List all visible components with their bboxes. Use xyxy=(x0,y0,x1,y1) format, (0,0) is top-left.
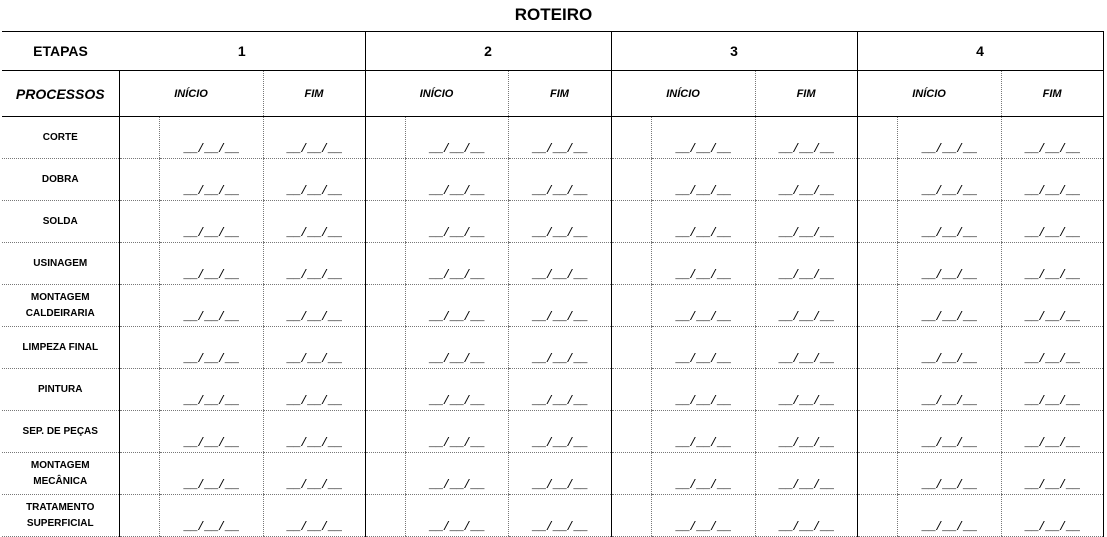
end-date-field[interactable]: __/__/__ xyxy=(263,243,365,285)
stage-1-header: 1 xyxy=(119,32,365,71)
start-date-field[interactable]: __/__/__ xyxy=(897,201,1001,243)
process-name xyxy=(2,495,119,537)
stage-spacer-cell xyxy=(119,285,159,327)
end-date-field[interactable]: __/__/__ xyxy=(755,243,857,285)
start-date-field[interactable]: __/__/__ xyxy=(159,411,263,453)
stage-spacer-cell xyxy=(119,243,159,285)
end-date-field[interactable]: __/__/__ xyxy=(263,453,365,495)
start-date-field[interactable]: __/__/__ xyxy=(405,285,508,327)
end-date-field[interactable]: __/__/__ xyxy=(755,369,857,411)
process-name-line: SOLDA xyxy=(42,215,78,227)
stage-spacer-cell xyxy=(857,117,897,159)
stage-spacer-cell xyxy=(611,159,651,201)
start-date-field[interactable]: __/__/__ xyxy=(651,495,755,537)
process-name-line: MONTAGEM xyxy=(30,459,90,471)
start-date-field[interactable]: __/__/__ xyxy=(159,159,263,201)
stage-spacer-cell xyxy=(365,453,405,495)
end-date-field[interactable]: __/__/__ xyxy=(755,411,857,453)
stage-spacer-cell xyxy=(611,495,651,537)
end-date-field[interactable]: __/__/__ xyxy=(755,495,857,537)
process-row xyxy=(2,453,1103,495)
stage-spacer-cell xyxy=(611,243,651,285)
start-date-field[interactable]: __/__/__ xyxy=(897,495,1001,537)
stage-1-end-header: FIM xyxy=(263,71,365,117)
process-name-line: DOBRA xyxy=(41,173,79,185)
process-name xyxy=(2,201,119,243)
stage-2-header: 2 xyxy=(365,32,611,71)
stage-spacer-cell xyxy=(365,411,405,453)
stage-spacer-cell xyxy=(119,117,159,159)
start-date-field[interactable]: __/__/__ xyxy=(405,369,508,411)
start-date-field[interactable]: __/__/__ xyxy=(651,285,755,327)
start-date-field[interactable]: __/__/__ xyxy=(405,159,508,201)
stage-spacer-cell xyxy=(365,201,405,243)
end-date-field[interactable]: __/__/__ xyxy=(1001,327,1103,369)
start-date-field[interactable]: __/__/__ xyxy=(159,453,263,495)
end-date-field[interactable]: __/__/__ xyxy=(263,411,365,453)
process-row xyxy=(2,117,1103,159)
start-date-field[interactable]: __/__/__ xyxy=(405,453,508,495)
process-row xyxy=(2,369,1103,411)
start-date-field[interactable]: __/__/__ xyxy=(405,117,508,159)
end-date-field[interactable]: __/__/__ xyxy=(755,159,857,201)
stage-spacer-cell xyxy=(611,453,651,495)
end-date-field[interactable]: __/__/__ xyxy=(508,117,611,159)
start-date-field[interactable]: __/__/__ xyxy=(651,201,755,243)
stage-spacer-cell xyxy=(611,117,651,159)
end-date-field[interactable]: __/__/__ xyxy=(263,327,365,369)
end-date-field[interactable]: __/__/__ xyxy=(263,159,365,201)
process-name-line: MONTAGEM xyxy=(30,291,90,303)
end-date-field[interactable]: __/__/__ xyxy=(1001,453,1103,495)
stage-4-header: 4 xyxy=(857,32,1103,71)
stage-spacer-cell xyxy=(119,159,159,201)
stage-spacer-cell xyxy=(857,495,897,537)
start-date-field[interactable]: __/__/__ xyxy=(159,495,263,537)
process-name xyxy=(2,117,119,159)
process-name xyxy=(2,327,119,369)
stage-spacer-cell xyxy=(857,327,897,369)
start-date-field[interactable]: __/__/__ xyxy=(159,243,263,285)
process-name-line: MECÂNICA xyxy=(33,475,88,487)
stage-spacer-cell xyxy=(119,453,159,495)
end-date-field[interactable]: __/__/__ xyxy=(755,201,857,243)
stage-1-start-header: INÍCIO xyxy=(119,71,263,117)
start-date-field[interactable]: __/__/__ xyxy=(897,159,1001,201)
start-date-field[interactable]: __/__/__ xyxy=(159,327,263,369)
stage-spacer-cell xyxy=(857,201,897,243)
process-name-line: LIMPEZA FINAL xyxy=(22,341,99,353)
stage-spacer-cell xyxy=(119,369,159,411)
stage-spacer-cell xyxy=(365,285,405,327)
stage-spacer-cell xyxy=(611,411,651,453)
end-date-field[interactable]: __/__/__ xyxy=(1001,411,1103,453)
end-date-field[interactable]: __/__/__ xyxy=(755,327,857,369)
start-date-field[interactable]: __/__/__ xyxy=(651,117,755,159)
end-date-field[interactable]: __/__/__ xyxy=(1001,117,1103,159)
process-row xyxy=(2,159,1103,201)
stage-spacer-cell xyxy=(119,327,159,369)
process-name xyxy=(2,159,119,201)
process-name xyxy=(2,369,119,411)
start-date-field[interactable]: __/__/__ xyxy=(159,369,263,411)
process-name-line: CORTE xyxy=(42,131,78,143)
stage-spacer-cell xyxy=(611,201,651,243)
process-name-line: CALDEIRARIA xyxy=(25,307,95,319)
start-date-field[interactable]: __/__/__ xyxy=(159,285,263,327)
start-date-field[interactable]: __/__/__ xyxy=(897,411,1001,453)
stage-spacer-cell xyxy=(857,411,897,453)
start-date-field[interactable]: __/__/__ xyxy=(897,117,1001,159)
process-name xyxy=(2,243,119,285)
end-date-field[interactable]: __/__/__ xyxy=(508,411,611,453)
start-date-field[interactable]: __/__/__ xyxy=(159,117,263,159)
process-name xyxy=(2,285,119,327)
end-date-field[interactable]: __/__/__ xyxy=(263,285,365,327)
process-name xyxy=(2,453,119,495)
start-date-field[interactable]: __/__/__ xyxy=(897,285,1001,327)
page-title: ROTEIRO xyxy=(514,5,593,24)
etapas-row xyxy=(2,32,1103,71)
end-date-field[interactable]: __/__/__ xyxy=(508,327,611,369)
stage-spacer-cell xyxy=(365,369,405,411)
stage-spacer-cell xyxy=(611,327,651,369)
stage-spacer-cell xyxy=(611,369,651,411)
stage-3-end-header: FIM xyxy=(755,71,857,117)
stage-4-start-header: INÍCIO xyxy=(857,71,1001,117)
process-row xyxy=(2,411,1103,453)
process-row xyxy=(2,495,1103,537)
end-date-field[interactable]: __/__/__ xyxy=(1001,201,1103,243)
start-date-field[interactable]: __/__/__ xyxy=(405,495,508,537)
end-date-field[interactable]: __/__/__ xyxy=(508,369,611,411)
end-date-field[interactable]: __/__/__ xyxy=(263,369,365,411)
end-date-field[interactable]: __/__/__ xyxy=(1001,495,1103,537)
end-date-field[interactable]: __/__/__ xyxy=(755,117,857,159)
stage-3-start-header: INÍCIO xyxy=(611,71,755,117)
stage-spacer-cell xyxy=(857,159,897,201)
start-date-field[interactable]: __/__/__ xyxy=(897,369,1001,411)
end-date-field[interactable]: __/__/__ xyxy=(1001,369,1103,411)
process-row xyxy=(2,327,1103,369)
start-date-field[interactable]: __/__/__ xyxy=(897,453,1001,495)
stage-spacer-cell xyxy=(365,243,405,285)
stage-spacer-cell xyxy=(365,495,405,537)
stage-spacer-cell xyxy=(365,159,405,201)
stage-spacer-cell xyxy=(119,495,159,537)
process-name-line: USINAGEM xyxy=(33,257,88,269)
process-row xyxy=(2,285,1103,327)
process-name-line: TRATAMENTO xyxy=(26,501,95,513)
process-name-line: PINTURA xyxy=(38,383,83,395)
start-date-field[interactable]: __/__/__ xyxy=(159,201,263,243)
start-date-field[interactable]: __/__/__ xyxy=(405,243,508,285)
end-date-field[interactable]: __/__/__ xyxy=(508,495,611,537)
end-date-field[interactable]: __/__/__ xyxy=(508,201,611,243)
stage-spacer-cell xyxy=(119,411,159,453)
process-row xyxy=(2,243,1103,285)
stage-spacer-cell xyxy=(119,201,159,243)
processos-label: PROCESSOS xyxy=(2,71,119,117)
stage-2-end-header: FIM xyxy=(508,71,611,117)
process-name-line: SUPERFICIAL xyxy=(26,517,94,529)
stage-spacer-cell xyxy=(857,285,897,327)
stage-2-start-header: INÍCIO xyxy=(365,71,508,117)
stage-spacer-cell xyxy=(857,453,897,495)
end-date-field[interactable]: __/__/__ xyxy=(263,495,365,537)
end-date-field[interactable]: __/__/__ xyxy=(1001,243,1103,285)
end-date-field[interactable]: __/__/__ xyxy=(508,243,611,285)
stage-4-end-header: FIM xyxy=(1001,71,1103,117)
end-date-field[interactable]: __/__/__ xyxy=(1001,285,1103,327)
stage-spacer-cell xyxy=(365,117,405,159)
start-date-field[interactable]: __/__/__ xyxy=(651,369,755,411)
start-date-field[interactable]: __/__/__ xyxy=(651,159,755,201)
start-date-field[interactable]: __/__/__ xyxy=(651,453,755,495)
stage-spacer-cell xyxy=(365,327,405,369)
stage-spacer-cell xyxy=(611,285,651,327)
end-date-field[interactable]: __/__/__ xyxy=(263,201,365,243)
process-row xyxy=(2,201,1103,243)
stage-spacer-cell xyxy=(857,369,897,411)
start-date-field[interactable]: __/__/__ xyxy=(651,327,755,369)
start-date-field[interactable]: __/__/__ xyxy=(405,201,508,243)
start-date-field[interactable]: __/__/__ xyxy=(897,243,1001,285)
processos-row xyxy=(2,71,1103,117)
end-date-field[interactable]: __/__/__ xyxy=(508,159,611,201)
start-date-field[interactable]: __/__/__ xyxy=(405,411,508,453)
process-name xyxy=(2,411,119,453)
routing-table xyxy=(2,31,1104,537)
end-date-field[interactable]: __/__/__ xyxy=(755,285,857,327)
end-date-field[interactable]: __/__/__ xyxy=(755,453,857,495)
start-date-field[interactable]: __/__/__ xyxy=(897,327,1001,369)
routing-table-body xyxy=(2,32,1103,537)
end-date-field[interactable]: __/__/__ xyxy=(1001,159,1103,201)
stage-3-header: 3 xyxy=(611,32,857,71)
stage-spacer-cell xyxy=(857,243,897,285)
start-date-field[interactable]: __/__/__ xyxy=(405,327,508,369)
end-date-field[interactable]: __/__/__ xyxy=(508,453,611,495)
process-name-line: SEP. DE PEÇAS xyxy=(22,425,98,437)
end-date-field[interactable]: __/__/__ xyxy=(508,285,611,327)
start-date-field[interactable]: __/__/__ xyxy=(651,243,755,285)
etapas-label: ETAPAS xyxy=(2,32,119,71)
start-date-field[interactable]: __/__/__ xyxy=(651,411,755,453)
end-date-field[interactable]: __/__/__ xyxy=(263,117,365,159)
